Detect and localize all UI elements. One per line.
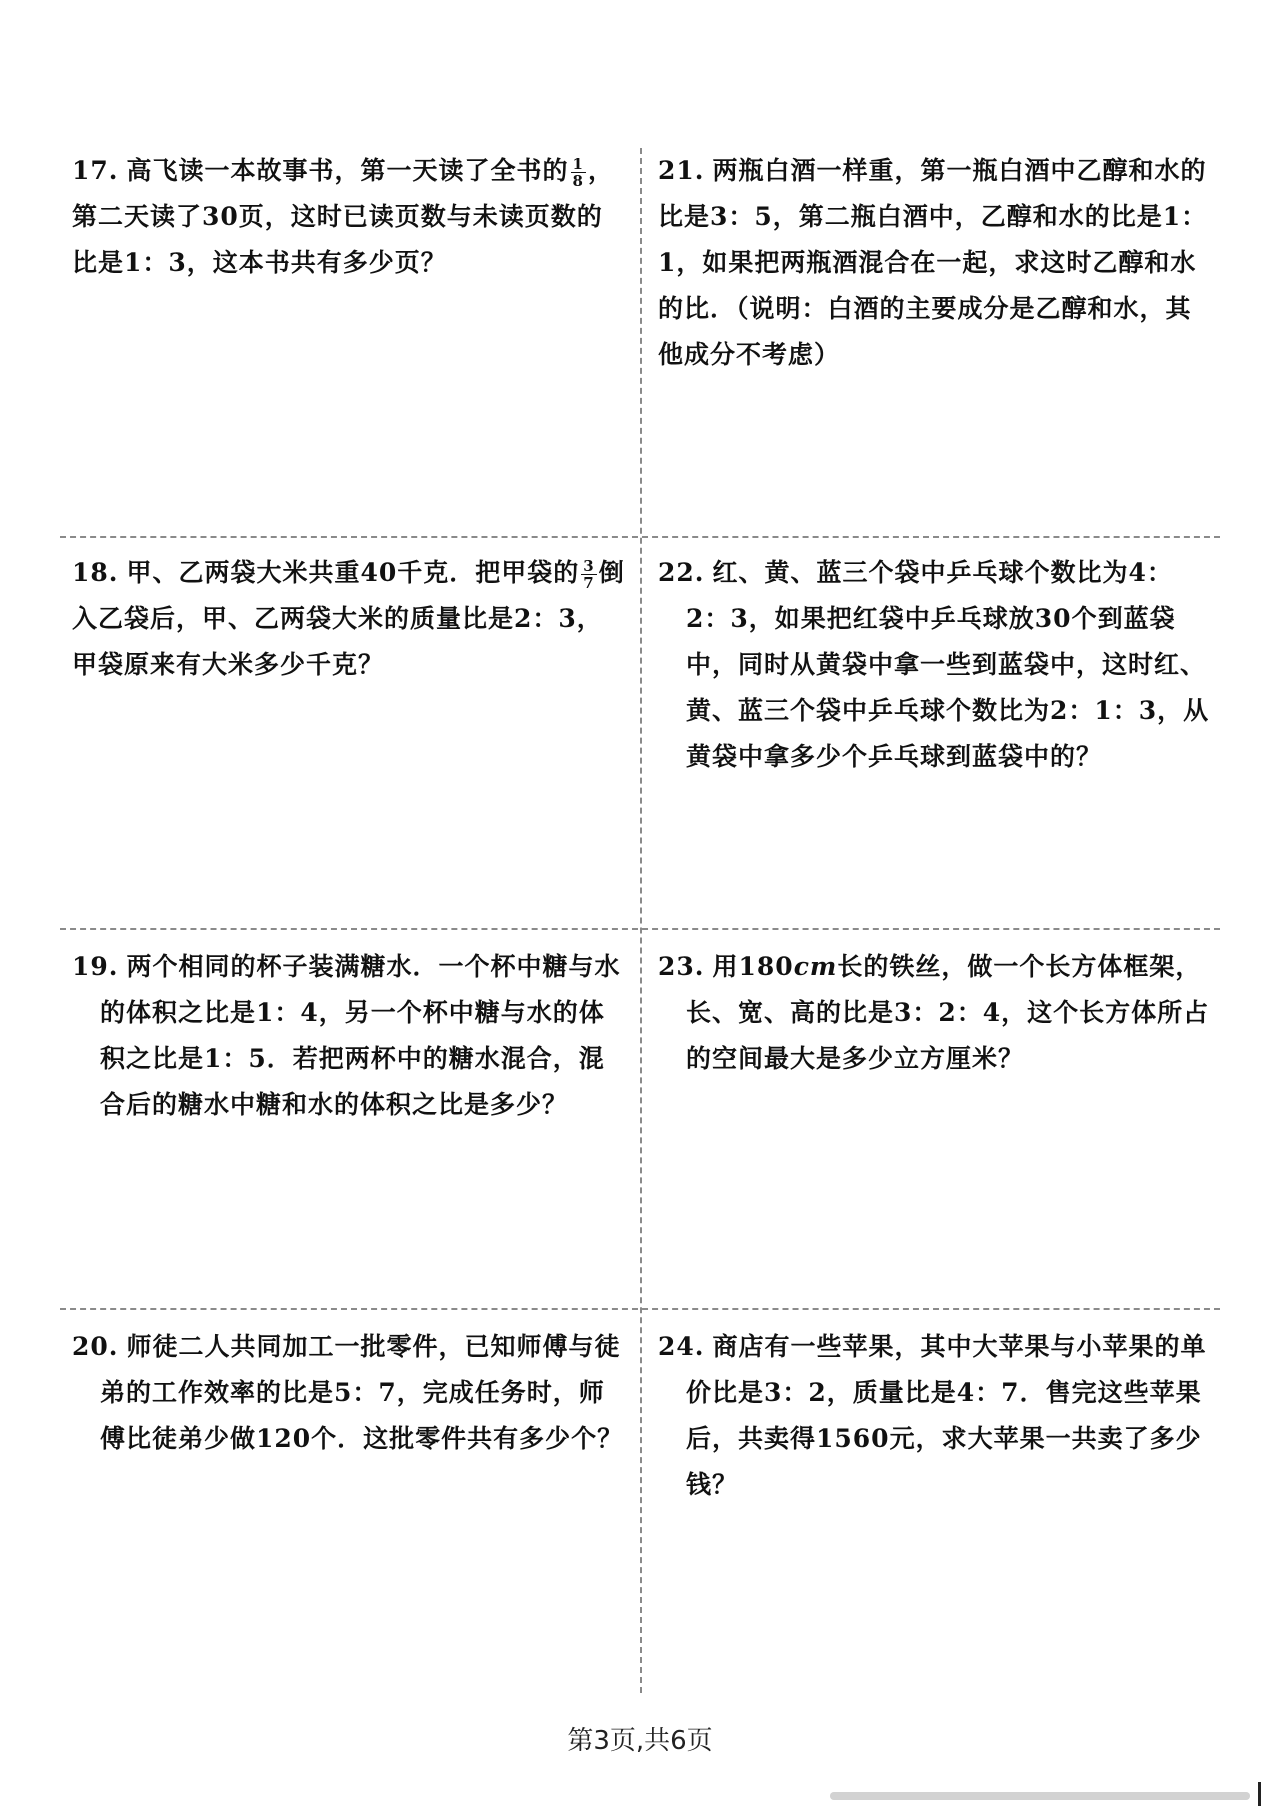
question-18 — [72, 550, 628, 688]
fraction-denominator: 8 — [572, 171, 584, 190]
question-number: 17. — [72, 156, 119, 185]
question-text-cont: 长的铁丝，做一个长方体框架，长、宽、高的比是3：2：4，这个长方体所占的空间最大是多少立方厘米？ — [686, 952, 1210, 1073]
question-19 — [72, 944, 628, 1128]
question-text: 甲、乙两袋大米共重40千克．把甲袋的 — [126, 558, 580, 587]
worksheet — [60, 148, 1220, 1693]
question-text: 两个相同的杯子装满糖水．一个杯中糖与水的体积之比是1：4，另一个杯中糖与水的体积之比是1：5．若把两杯中的糖水混合，混合后的糖水中糖和水的体积之比是多少？ — [100, 952, 621, 1119]
scrollbar-end-marker — [1258, 1782, 1261, 1806]
question-20 — [72, 1324, 628, 1462]
question-text: 用180 — [712, 952, 794, 981]
question-number: 21. — [658, 156, 705, 185]
unit-cm: cm — [793, 952, 838, 981]
question-number: 22. — [658, 558, 705, 587]
fraction-numerator: 3 — [583, 556, 595, 575]
fraction-numerator: 1 — [572, 154, 584, 173]
question-text: 红、黄、蓝三个袋中乒乓球个数比为4：2：3，如果把红袋中乒乓球放30个到蓝袋中，同时从黄袋中拿一些到蓝袋中，这时红、黄、蓝三个袋中乒乓球个数比为2：1：3，从黄袋中拿多少个乒乓球到蓝袋中的？ — [686, 558, 1210, 771]
column-divider — [640, 148, 642, 1693]
horizontal-scrollbar[interactable] — [830, 1792, 1250, 1800]
question-number: 18. — [72, 558, 119, 587]
question-number: 20. — [72, 1332, 119, 1361]
row-divider-3 — [60, 1308, 1220, 1310]
question-text: 两瓶白酒一样重，第一瓶白酒中乙醇和水的比是3：5，第二瓶白酒中，乙醇和水的比是1：1，如果把两瓶酒混合在一起，求这时乙醇和水的比．（说明：白酒的主要成分是乙醇和水，其他成分不考虑） — [658, 156, 1208, 369]
page-indicator: 第3页,共6页 — [567, 1726, 713, 1756]
question-text-cont: ，第二天读了30页，这时已读页数与未读页数的比是1：3，这本书共有多少页？ — [72, 156, 614, 277]
fraction — [571, 156, 586, 189]
scrollbar-thumb[interactable] — [830, 1792, 1250, 1800]
question-text-cont: 倒入乙袋后，甲、乙两袋大米的质量比是2：3，甲袋原来有大米多少千克？ — [72, 558, 625, 679]
question-text: 师徒二人共同加工一批零件，已知师傅与徒弟的工作效率的比是5：7，完成任务时，师傅比徒弟少做120个．这批零件共有多少个？ — [100, 1332, 624, 1453]
question-text: 高飞读一本故事书，第一天读了全书的 — [126, 156, 569, 185]
question-17 — [72, 148, 628, 286]
question-number: 19. — [72, 952, 119, 981]
question-21 — [658, 148, 1208, 378]
fraction-denominator: 7 — [583, 573, 595, 592]
row-divider-1 — [60, 536, 1220, 538]
row-divider-2 — [60, 928, 1220, 930]
question-23 — [658, 944, 1214, 1082]
question-22 — [658, 550, 1214, 780]
fraction — [581, 558, 596, 591]
question-text: 商店有一些苹果，其中大苹果与小苹果的单价比是3：2，质量比是4：7．售完这些苹果后，共卖得1560元，求大苹果一共卖了多少钱？ — [686, 1332, 1207, 1499]
question-number: 23. — [658, 952, 705, 981]
question-number: 24. — [658, 1332, 705, 1361]
question-24 — [658, 1324, 1214, 1508]
